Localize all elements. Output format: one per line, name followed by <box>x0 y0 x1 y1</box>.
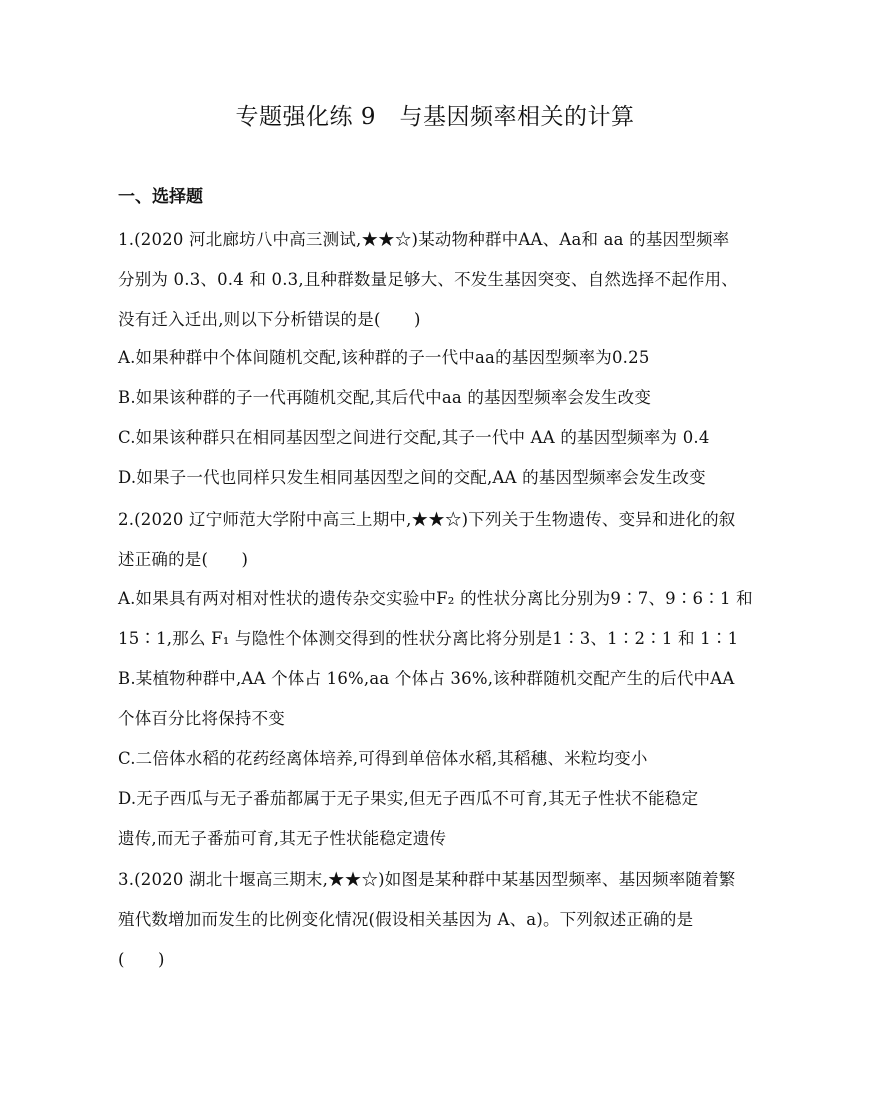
text-line: 没有迁入迁出,则以下分析错误的是( ) <box>118 310 421 329</box>
text-line: ( ) <box>118 950 165 969</box>
text-line: C.二倍体水稻的花药经离体培养,可得到单倍体水稻,其稻穗、米粒均变小 <box>118 749 648 768</box>
text-line: C.如果该种群只在相同基因型之间进行交配,其子一代中 AA 的基因型频率为 0.4 <box>118 428 710 447</box>
text-line: A.如果具有两对相对性状的遗传杂交实验中F₂ 的性状分离比分别为9∶7、9∶6∶1 和 <box>118 589 753 608</box>
text-line: D.如果子一代也同样只发生相同基因型之间的交配,AA 的基因型频率会发生改变 <box>118 468 706 487</box>
page-title: 专题强化练 9 与基因频率相关的计算 <box>235 104 635 130</box>
text-line: B.某植物种群中,AA 个体占 16%,aa 个体占 36%,该种群随机交配产生的后代中AA <box>118 669 735 688</box>
text-line: 2.(2020 辽宁师范大学附中高三上期中,★★☆)下列关于生物遗传、变异和进化的叙 <box>118 510 736 529</box>
text-line: 15∶1,那么 F₁ 与隐性个体测交得到的性状分离比将分别是1∶3、1∶2∶1 和 1∶1 <box>118 629 739 648</box>
text-line: 遗传,而无子番茄可育,其无子性状能稳定遗传 <box>118 829 447 848</box>
text-line: 殖代数增加而发生的比例变化情况(假设相关基因为 A、a)。下列叙述正确的是 <box>118 910 694 929</box>
text-line: 个体百分比将保持不变 <box>118 709 285 728</box>
text-line: D.无子西瓜与无子番茄都属于无子果实,但无子西瓜不可育,其无子性状不能稳定 <box>118 789 699 808</box>
text-line: 述正确的是( ) <box>118 550 249 569</box>
text-line: A.如果种群中个体间随机交配,该种群的子一代中aa的基因型频率为0.25 <box>118 348 650 367</box>
section-heading: 一、选择题 <box>118 187 203 207</box>
text-line: 1.(2020 河北廊坊八中高三测试,★★☆)某动物种群中AA、Aa和 aa 的基因型频率 <box>118 230 730 249</box>
text-line: 3.(2020 湖北十堰高三期末,★★☆)如图是某种群中某基因型频率、基因频率随着繁 <box>118 870 736 889</box>
text-line: B.如果该种群的子一代再随机交配,其后代中aa 的基因型频率会发生改变 <box>118 388 652 407</box>
text-line: 分别为 0.3、0.4 和 0.3,且种群数量足够大、不发生基因突变、自然选择不起作用、 <box>118 270 739 289</box>
